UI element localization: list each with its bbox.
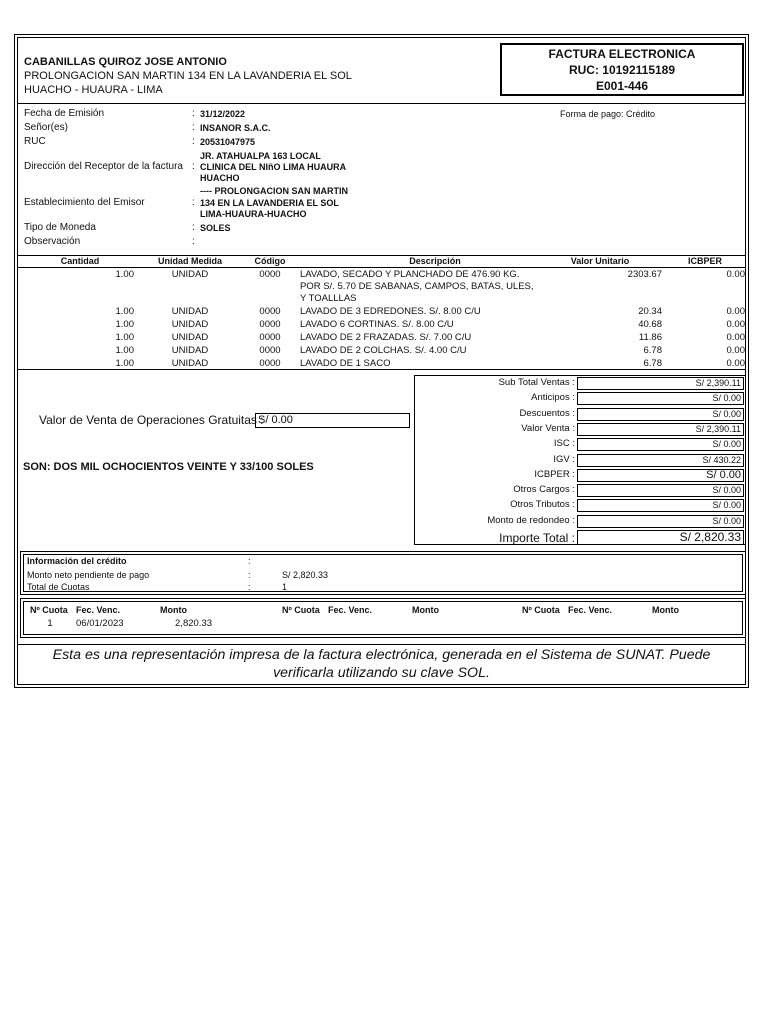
issuer-address-line2: HUACHO - HUAURA - LIMA — [24, 84, 163, 96]
total-value: S/ 0.00 — [577, 392, 744, 405]
total-label: Valor Venta : — [521, 423, 575, 434]
establecimiento-value-2: 134 EN LA LAVANDERIA EL SOL — [200, 198, 339, 208]
cell-codigo: 0000 — [259, 319, 281, 330]
total-label: ICBPER : — [534, 469, 575, 480]
monto-label: Monto neto pendiente de pago — [27, 570, 150, 580]
fecha-label: Fecha de Emisión — [24, 108, 105, 119]
total-label: IGV : — [553, 454, 575, 465]
cell-descripcion: LAVADO 6 CORTINAS. S/. 8.00 C/U — [300, 319, 454, 330]
direccion-value-1: JR. ATAHUALPA 163 LOCAL — [200, 151, 321, 161]
cell-codigo: 0000 — [259, 332, 281, 343]
cell-unidad: UNIDAD — [171, 358, 209, 369]
cell-cantidad: 1.00 — [115, 319, 134, 330]
cell-descripcion: LAVADO, SECADO Y PLANCHADO DE 476.90 KG. POR S/. 5.70 DE SABANAS, CAMPOS, BATAS, ULES, Y TOALLLAS — [300, 269, 534, 304]
monto-value: S/ 2,820.33 — [282, 570, 329, 580]
cuota-num: 1 — [47, 618, 53, 629]
moneda-value: SOLES — [200, 223, 231, 233]
invoice-ruc: RUC: 10192115189 — [568, 63, 676, 77]
cuotas-value: 1 — [282, 582, 288, 592]
total-label: Otros Cargos : — [513, 484, 575, 495]
cuota-header-fec: Fec. Venc. — [328, 605, 373, 615]
colon: : — [248, 582, 251, 592]
observacion-label: Observación — [24, 236, 81, 247]
cuota-header-num: Nº Cuota — [522, 605, 560, 615]
col-header-cantidad: Cantidad — [60, 256, 100, 266]
senor-value: INSANOR S.A.C. — [200, 123, 271, 133]
cell-icbper: 0.00 — [726, 306, 745, 317]
cuota-monto: 2,820.33 — [175, 618, 212, 629]
divider — [17, 103, 746, 104]
invoice-id-box — [500, 43, 744, 96]
cell-cantidad: 1.00 — [115, 332, 134, 343]
cell-icbper: 0.00 — [726, 345, 745, 356]
colon: : — [192, 222, 195, 233]
invoice-type: FACTURA ELECTRONICA — [548, 47, 696, 61]
son-amount-words: SON: DOS MIL OCHOCIENTOS VEINTE Y 33/100 SOLES — [23, 461, 314, 473]
credit-title: Información del crédito — [27, 556, 127, 566]
cuota-header-num: Nº Cuota — [282, 605, 320, 615]
cell-cantidad: 1.00 — [115, 345, 134, 356]
total-value: S/ 0.00 — [577, 515, 744, 528]
cell-icbper: 0.00 — [726, 358, 745, 369]
cell-codigo: 0000 — [259, 269, 281, 280]
total-value: S/ 2,390.11 — [577, 423, 744, 436]
gratuitas-label: Valor de Venta de Operaciones Gratuitas : — [39, 413, 264, 427]
cuota-header-num: Nº Cuota — [30, 605, 68, 615]
fecha-value: 31/12/2022 — [200, 109, 246, 119]
total-label: Anticipos : — [531, 392, 575, 403]
cell-unidad: UNIDAD — [171, 319, 209, 330]
total-value: S/ 0.00 — [577, 438, 744, 451]
direccion-label: Dirección del Receptor de la factura — [24, 161, 183, 172]
total-value: S/ 0.00 — [577, 499, 744, 512]
col-header-valor: Valor Unitario — [570, 256, 630, 266]
colon: : — [192, 197, 195, 208]
cell-icbper: 0.00 — [726, 332, 745, 343]
total-value: S/ 2,820.33 — [577, 530, 744, 545]
total-label: Otros Tributos : — [510, 499, 575, 510]
total-label: Importe Total : — [499, 531, 575, 545]
col-header-descripcion: Descripción — [409, 256, 461, 266]
col-header-codigo: Código — [254, 256, 286, 266]
colon: : — [192, 122, 195, 133]
cuota-fec: 06/01/2023 — [76, 618, 124, 629]
cuotas-label: Total de Cuotas — [27, 582, 90, 592]
cuota-header-monto: Monto — [412, 605, 439, 615]
cell-descripcion: LAVADO DE 2 COLCHAS. S/. 4.00 C/U — [300, 345, 467, 356]
col-header-icbper: ICBPER — [687, 256, 722, 266]
cell-cantidad: 1.00 — [115, 269, 134, 280]
colon: : — [248, 556, 251, 566]
table-header-divider — [17, 267, 746, 268]
total-label: Descuentos : — [519, 408, 575, 419]
cell-unidad: UNIDAD — [171, 332, 209, 343]
colon: : — [192, 161, 195, 172]
cuota-header-monto: Monto — [652, 605, 679, 615]
cell-cantidad: 1.00 — [115, 358, 134, 369]
moneda-label: Tipo de Moneda — [24, 222, 96, 233]
issuer-address-line1: PROLONGACION SAN MARTIN 134 EN LA LAVANDERIA EL SOL — [24, 70, 352, 82]
cell-descripcion: LAVADO DE 3 EDREDONES. S/. 8.00 C/U — [300, 306, 481, 317]
footer-line1: Esta es una representación impresa de la factura electrónica, generada en el Sistema de SUNAT. Puede — [52, 647, 711, 663]
total-value: S/ 430.22 — [577, 454, 744, 467]
cell-cantidad: 1.00 — [115, 306, 134, 317]
cell-unidad: UNIDAD — [171, 269, 209, 280]
colon: : — [192, 236, 195, 247]
cuota-header-fec: Fec. Venc. — [76, 605, 121, 615]
establecimiento-value-3: LIMA-HUAURA-HUACHO — [200, 209, 307, 219]
cell-icbper: 0.00 — [726, 269, 745, 280]
cell-valor: 6.78 — [643, 345, 662, 356]
cell-valor: 20.34 — [638, 306, 662, 317]
col-header-unidad: Unidad Medida — [157, 256, 222, 266]
direccion-value-2: CLINICA DEL NIñO LIMA HUAURA — [200, 162, 347, 172]
cell-icbper: 0.00 — [726, 319, 745, 330]
cuota-header-fec: Fec. Venc. — [568, 605, 613, 615]
total-label: Sub Total Ventas : — [498, 377, 575, 388]
colon: : — [248, 570, 251, 580]
cell-valor: 6.78 — [643, 358, 662, 369]
colon: : — [192, 136, 195, 147]
direccion-value-3: HUACHO — [200, 173, 240, 183]
colon: : — [192, 108, 195, 119]
cell-descripcion: LAVADO DE 1 SACO — [300, 358, 391, 369]
cell-codigo: 0000 — [259, 306, 281, 317]
ruc-value: 20531047975 — [200, 137, 256, 147]
total-value: S/ 0.00 — [577, 469, 744, 482]
total-value: S/ 0.00 — [577, 408, 744, 421]
establecimiento-value-1: ---- PROLONGACION SAN MARTIN — [200, 186, 348, 196]
cell-valor: 2303.67 — [627, 269, 662, 280]
cuotas-box — [23, 601, 743, 635]
cell-unidad: UNIDAD — [171, 345, 209, 356]
cell-unidad: UNIDAD — [171, 306, 209, 317]
total-label: Monto de redondeo : — [487, 515, 575, 526]
total-value: S/ 0.00 — [577, 484, 744, 497]
invoice-number: E001-446 — [595, 79, 649, 93]
ruc-label: RUC — [24, 136, 46, 147]
establecimiento-label: Establecimiento del Emisor — [24, 197, 145, 208]
cell-valor: 40.68 — [638, 319, 662, 330]
gratuitas-value: S/ 0.00 — [255, 413, 410, 428]
cell-valor: 11.86 — [638, 332, 662, 343]
senor-label: Señor(es) — [24, 122, 68, 133]
cell-codigo: 0000 — [259, 358, 281, 369]
cuota-header-monto: Monto — [160, 605, 187, 615]
footer-line2: verificarla utilizando su clave SOL. — [273, 665, 490, 681]
cell-descripcion: LAVADO DE 2 FRAZADAS. S/. 7.00 C/U — [300, 332, 472, 343]
total-label: ISC : — [553, 438, 575, 449]
forma-pago: Forma de pago: Crédito — [560, 109, 656, 119]
cell-codigo: 0000 — [259, 345, 281, 356]
total-value: S/ 2,390.11 — [577, 377, 744, 390]
issuer-name: CABANILLAS QUIROZ JOSE ANTONIO — [24, 56, 227, 68]
